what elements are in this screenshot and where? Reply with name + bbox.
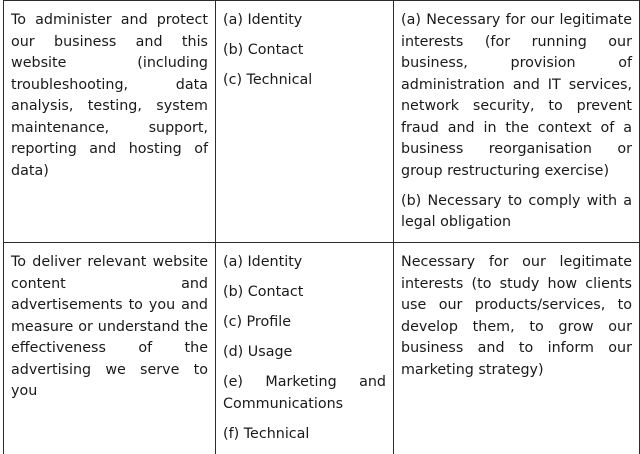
data-type-item: (a) Identity [223,12,303,28]
data-type-item: (c) Profile [223,314,292,330]
lawful-basis-cell [394,1,640,243]
lawful-basis-cell [394,243,640,454]
data-type-cell [216,243,394,454]
data-type-item: (e) Marketing and Communications [223,374,386,412]
lawful-basis-text: (a) Necessary for our legitimate interests (for running our business, provision of administration and IT services, network security, to prevent fraud and in the context of a business reorganisation or group restructuring exercise) [401,12,632,179]
data-type-item: (a) Identity [223,254,303,270]
data-type-cell [216,1,394,243]
data-type-item: (c) Technical [223,72,313,88]
data-type-item: (d) Usage [223,344,293,360]
data-type-item: (b) Contact [223,284,304,300]
purpose-cell [4,1,216,243]
lawful-basis-text: Necessary for our legitimate interests (to study how clients use our products/services, to develop them, to grow our business and to inform our marketing strategy) [401,254,632,378]
data-type-item: (f) Technical [223,425,310,442]
lawful-basis-text: (b) Necessary to comply with a legal obligation [401,192,632,230]
lawful-basis-table [3,0,640,454]
purpose-text: To deliver relevant website content and advertisements to you and measure or understand the effectiveness of the advertising we serve to you [11,254,208,399]
purpose-cell [4,243,216,454]
data-type-item: (b) Contact [223,42,304,58]
table-row [4,243,640,454]
purpose-text: To administer and protect our business and this website (including troubleshooting, data analysis, testing, system maintenance, support, reporting and hosting of data) [11,12,208,179]
table-row [4,1,640,243]
